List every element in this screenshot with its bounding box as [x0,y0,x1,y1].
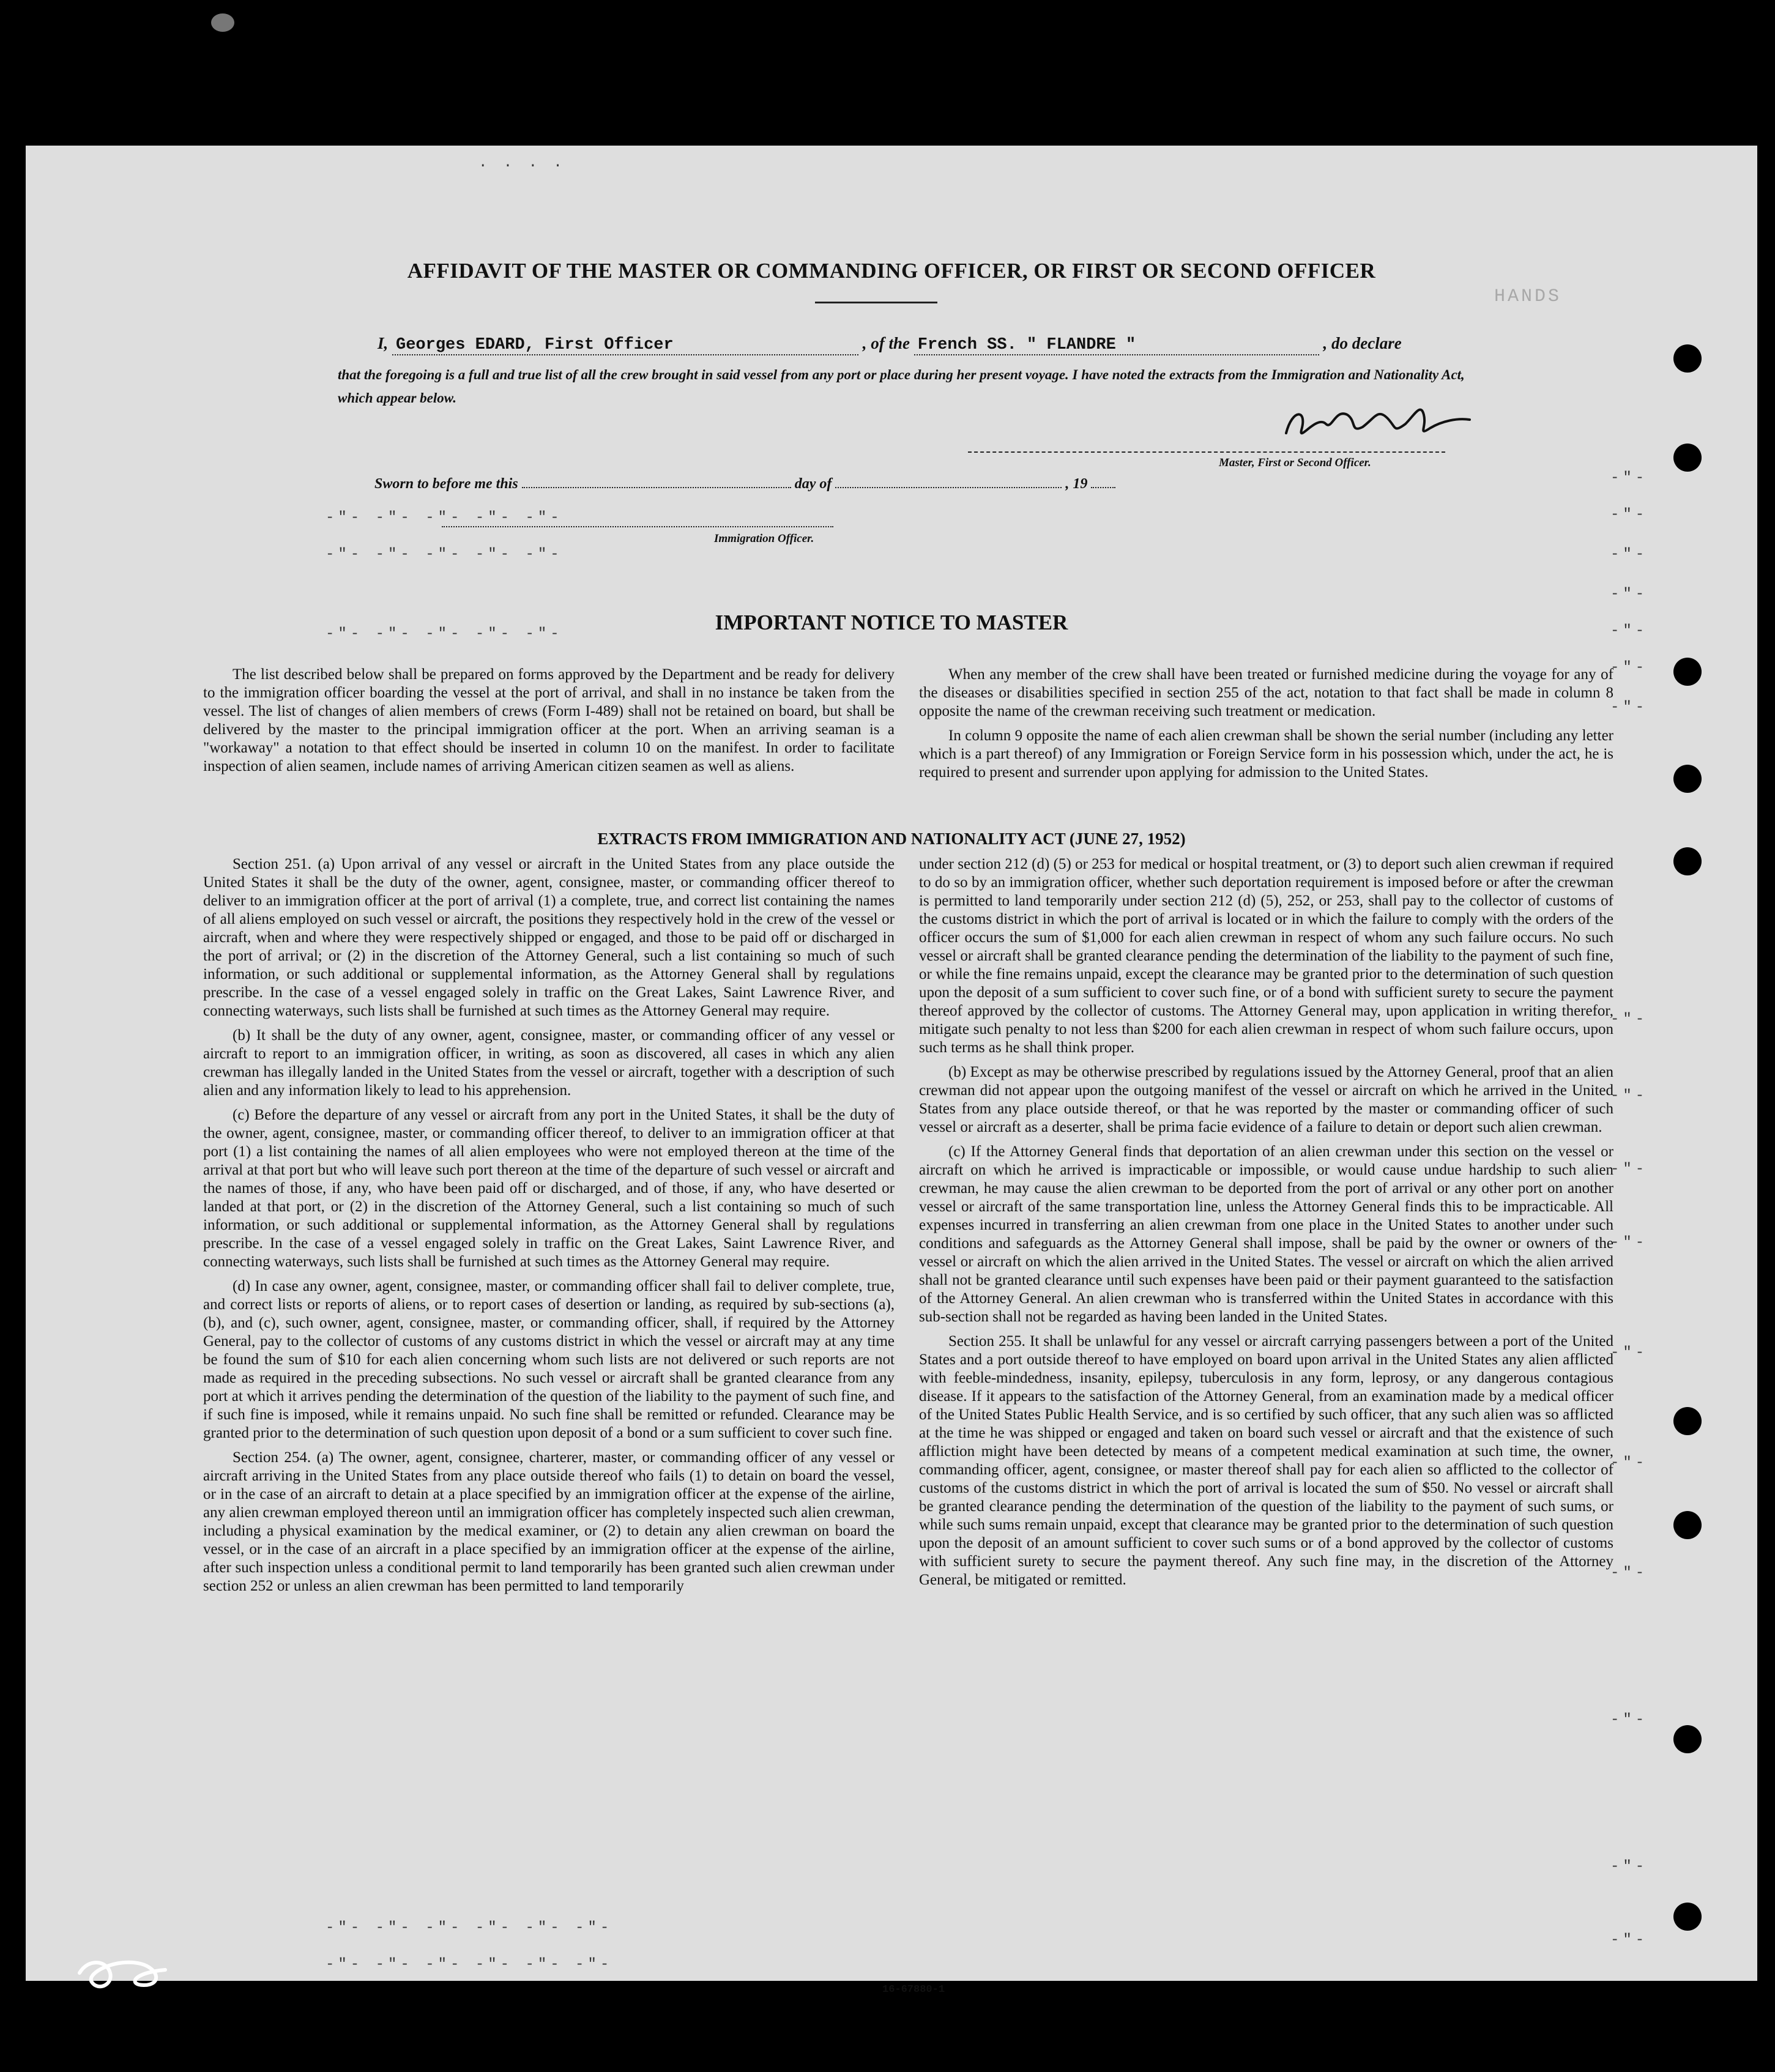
notice-left-column [203,666,895,782]
punch-hole [1673,1511,1702,1539]
notice-right-column [919,666,1613,788]
punch-hole [1673,444,1702,472]
signature-caption: Master, First or Second Officer. [1219,456,1371,469]
section-254a: Section 254. (a) The owner, agent, consignee, charterer, master, or commanding officer of any vessel or aircraft arriving in the United States from any place outside thereof who fails (1) to detain on board the vessel, or in the case of an aircraft to detain at a place specified by an immigration officer at the expense of the airline, any alien crewman employed thereon until an immigration officer has completely inspected such alien crewman, including a physical examination by the medical examiner, or (2) to detain any alien crewman on board the vessel, or in the case of an aircraft in a place specified by an immigration officer at the expense of the airline, after such inspection unless a conditional permit to land temporarily has been granted such alien crewman under section 252 or unless an alien crewman has been permitted to land temporarily [203,1449,895,1594]
section-251c: (c) Before the departure of any vessel or aircraft from any port in the United States, it shall be the duty of the owner, agent, consignee, master, or commanding officer thereof, to deliver to an immigration officer at that port (1) a list containing the names of all alien employees who were not employed thereon at the time of the arrival at that port but who will leave such port thereon at the time of the departure of such vessel or aircraft and the names of those, if any, who have been paid off or discharged, and of those, if any, who have deserted or landed at that port, or (2) in the discretion of the Attorney General, such a list containing so much of such information, or such additional or supplemental information, as the Attorney General shall by regulations prescribe. In the case of a vessel engaged solely in traffic on the Great Lakes, Saint Lawrence River, and connecting waterways, such lists shall be furnished at such times as the Attorney General may require. [203,1107,895,1270]
bleed-through-text: HANDS [1494,286,1562,307]
vessel-name-field[interactable]: French SS. " FLANDRE " [914,336,1319,355]
punch-hole [1673,1903,1702,1931]
immigration-officer-caption: Immigration Officer. [714,532,814,545]
punch-hole [1673,344,1702,373]
extracts-left-column [203,855,895,1602]
sworn-day-field[interactable] [522,487,791,488]
section-255: Section 255. It shall be unlawful for any vessel or aircraft carrying passengers between a port of the United States and a port outside thereof to have employed on board upon arrival in the United States any alien afflicted with feeble-mindedness, insanity, epilepsy, tuberculosis in any form, leprosy, or any dangerous contagious disease. If it appears to the satisfaction of the Attorney General, from an examination made by a medical officer of the United States Public Health Service, and is so certified by such officer, that any such alien was so afflicted at the time he was shipped or engaged and taken on board such vessel or aircraft and that the existence of such affliction might have been detected by means of a competent medical examination at such time, the owner, commanding officer, agent, consignee, or master thereof shall pay for each alien so afflicted to the collector of customs of the customs district in which the port of arrival is located the sum of $50. No vessel or aircraft shall be granted clearance pending the determination of the question of the liability to the payment of such sums, or while such sums remain unpaid, except that clearance may be granted prior to the determination of such question upon the deposit of an amount sufficient to cover such sums or of a bond approved by the collector of customs with sufficient surety to secure the payment thereof. Any such fine may, in the discretion of the Attorney General, be mitigated or remitted. [919,1333,1613,1588]
officer-name-field[interactable]: Georges EDARD, First Officer [392,336,858,355]
line1-prefix: I, [378,334,389,352]
of-the-label: , of the [862,334,910,352]
form-sheet: · · · · HANDS -"- -"- -"- -"- -"- -"- -"- -"- -"- -"- -"- -"- -"- -"- -"- -"- -"- -"- -"- -"- -"- -"- -"- -"- -"- -"- -"- -"- -"- -"- -"- -"- -"- -"- -"- -"- -"- -"- -"- -"- -"- -"- -"- -"- AFFIDAVIT OF THE MASTER OR COMMANDING OFFICER, OR FIRST OR SECOND OFFICER I, Georges EDARD, First Officer , of the French SS. " FLANDRE " , do declare that the foregoing is a full and true list of all the crew brought in said vessel from any port or place during her present voyage. I have noted the extracts from the Immigration and Nationality Act, which appear below. Master, First or Second Officer. Sworn to before me this day of , 19 Immigration Officer. IMPORTANT NOTICE TO MASTER The list described below shall be prepared on forms approved by the Department and be ready for delivery to the immigration officer boarding the vessel at the port of arrival, and shall in no instance be taken from the vessel. The list of changes of alien members of crews (Form I-489) shall not be retained on board, but shall be delivered by the master to the principal immigration officer at the port. When an arriving seaman is a "workaway" a notation to that effect should be inserted in column 10 on the manifest. In order to facilitate inspection of alien seamen, include names of arriving American citizen seamen as well as aliens. When any member of the crew shall have been treated or furnished medicine during the voyage for any of the diseases or disabilities specified in section 255 of the act, notation to that fact shall be made in column 8 opposite the name of the crewman receiving such treatment or medication. In column 9 opposite the name of each alien crewman shall be shown the serial number (including any letter which is a part thereof) of any Immigration or Foreign Service form in his possession which, under the act, he is required to present and surrender upon applying for admission to the United States. EXTRACTS FROM IMMIGRATION AND NATIONALITY ACT (JUNE 27, 1952) Section 251. (a) Upon arrival of any vessel or aircraft in the United States from any place outside the United States it shall be the duty of the owner, agent, consignee, master, or commanding officer thereof to deliver to an immigration officer at the port of arrival (1) a complete, true, and correct list containing the names of all aliens employed on such vessel or aircraft, the positions they respectively hold in the crew of the vessel or aircraft, when and where they were respectively shipped or engaged, and those to be paid off or discharged in the port of arrival; or (2) in the discretion of the Attorney General, such a list containing so much of such information, or such additional or supplemental information, as the Attorney General shall by regulations prescribe. In the case of a vessel engaged solely in traffic on the Great Lakes, Saint Lawrence River, and connecting waterways, such lists shall be furnished at such times as the Attorney General may require. (b) It shall be the duty of any owner, agent, consignee, master, or commanding officer of any vessel or aircraft to report to an immigration officer, in writing, as soon as discovered, all cases in which any alien crewman has illegally landed in the United States from the vessel or aircraft, together with a description of such alien and any information likely to lead to his apprehension. (c) Before the departure of any vessel or aircraft from any port in the United States, it shall be the duty of the owner, agent, consignee, master, or commanding officer thereof, to deliver to an immigration officer at that port (1) a list containing the names of all alien employees who were not employed thereon at the time of the arrival at that port but who will leave such port thereon at the time of the departure of such vessel or aircraft and the names of those, if any, who have been paid off or discharged, and of those, if any, who have deserted or landed at that port, or (2) in the discretion of the Attorney General, such a list containing so much of such information, or such additional or supplemental information, as the Attorney General shall by regulations prescribe. In the case of a vessel engaged solely in traffic on the Great Lakes, Saint Lawrence River, and connecting waterways, such lists shall be furnished at such times as the Attorney General may require. (d) In case any owner, agent, consignee, master, or commanding officer shall fail to deliver complete, true, and correct lists or reports of aliens, or to report cases of desertion or landing, as required by sub-sections (a), (b), and (c), such owner, agent, consignee, master, or commanding officer, shall, if required by the Attorney General, pay to the collector of customs of any customs district in which the vessel or aircraft may at any time be found the sum of $10 for each alien concerning whom such lists are not delivered or such reports are not made as required in the preceding subsections. No such vessel or aircraft shall be granted clearance from any port at which it arrives pending the determination of the question of the liability to the payment of such fine, and if such fine is imposed, while it remains unpaid. No such fine shall be remitted or refunded. Clearance may be granted prior to the determination of such question upon deposit of a bond or a sum sufficient to cover such fine. Section 254. (a) The owner, agent, consignee, charterer, master, or commanding officer of any vessel or aircraft arriving in the United States from any place outside thereof who fails (1) to detain on board the vessel, or in the case of an aircraft to detain at a place specified by an immigration officer at the expense of the airline, any alien crewman employed thereon until an immigration officer has completely inspected such alien crewman, including a physical examination by the medical examiner, or (2) to detain any alien crewman on board the vessel, or in the case of an aircraft in a place specified by an immigration officer at the expense of the airline, after such inspection unless a conditional permit to land temporarily has been granted such alien crewman under section 252 or unless an alien crewman has been permitted to land temporarily under section 212 (d) (5) or 253 for medical or hospital treatment, or (3) to deport such alien crewman if required to do so by an immigration officer, whether such deportation requirement is imposed before or after the crewman is permitted to land temporarily under section 212 (d) (5), 252, or 253, shall pay to the collector of customs of the customs district in which the port of arrival is located or in which the failure to comply with the orders of the officer occurs the sum of $1,000 for each alien crewman in respect of whom any such failure occurs. No such vessel or aircraft shall be granted clearance pending the determination of the liability to the payment of such fine, or while the fine remains unpaid, except the clearance may be granted prior to the determination of such question upon the deposit of a sum sufficient to cover such fine, or of a bond with sufficient surety to secure the payment thereof approved by the collector of customs. The Attorney General may, upon application in writing therefor, mitigate such penalty to not less than $200 for each alien crewman in respect of whom such failure occurs, upon such terms as he shall think proper. (b) Except as may be otherwise prescribed by regulations issued by the Attorney General, proof that an alien crewman did not appear upon the outgoing manifest of the vessel or aircraft on which he arrived in the United States from any place outside thereof, or that he was reported by the master or commanding officer of such vessel or aircraft as a deserter, shall be prima facie evidence of a failure to detain or deport such alien crewman. (c) If the Attorney General finds that deportation of an alien crewman under this section on the vessel or aircraft on which he arrived is impracticable or impossible, or would cause undue hardship to such alien crewman, he may cause the alien crewman to be deported from the port of arrival or any other port on another vessel or aircraft of the same transportation line, unless the Attorney General finds this to be impracticable. All expenses incurred in transferring an alien crewman from one place in the United States to another under such conditions and safeguards as the Attorney General shall impose, shall be paid by the owner or owners of the vessel or aircraft on which the alien arrived in the United States. The vessel or aircraft on which the alien arrived shall not be granted clearance until such expenses have been paid or their payment guaranteed to the satisfaction of the Attorney General. An alien crewman who is transferred within the United States in accordance with this sub-section shall not be regarded as having been landed in the United States. Section 255. It shall be unlawful for any vessel or aircraft carrying passengers between a port of the United States and a port outside thereof to have employed on board upon arrival in the United States any alien afflicted with feeble-mindedness, insanity, epilepsy, tuberculosis in any form, leprosy, or any dangerous contagious disease. If it appears to the satisfaction of the Attorney General, from an examination made by a medical officer of the United States Public Health Service, and is so certified by such officer, that any such alien was so afflicted at the time he was shipped or engaged and taken on board such vessel or aircraft and that the existence of such affliction might have been detected by means of a competent medical examination at such time, the owner, commanding officer, agent, consignee, or master thereof shall pay for each alien so afflicted to the collector of customs of the customs district in which the port of arrival is located the sum of $50. No vessel or aircraft shall be granted clearance pending the determination of the question of the liability to the payment of such sums, or while such sums remain unpaid, except that clearance may be granted prior to the determination of such question upon the deposit of an amount sufficient to cover such sums or of a bond approved by the collector of customs with sufficient surety to secure the payment thereof. Any such fine may, in the discretion of the Attorney General, be mitigated or remitted. 16-67880-1 [26,146,1757,1981]
do-declare-label: , do declare [1323,334,1402,352]
title-rule [815,302,937,303]
punch-hole [1673,1407,1702,1435]
extracts-title: EXTRACTS FROM IMMIGRATION AND NATIONALITY ACT (JUNE 27, 1952) [597,830,1186,848]
form-number: 16-67880-1 [882,1984,945,1996]
bleed-through-marks: · · · · [478,158,566,174]
notice-right-text-1: When any member of the crew shall have been treated or furnished medicine during the voyage for any of the diseases or disabilities specified in section 255 of the act, notation to that fact shall be made in column 8 opposite the name of the crewman receiving such treatment or medication. [919,666,1613,719]
sworn-label: Sworn to before me this [374,476,518,492]
section-251d: (d) In case any owner, agent, consignee, master, or commanding officer shall fail to deliver complete, true, and correct lists or reports of aliens, or to report cases of desertion or landing, as required by sub-sections (a), (b), and (c), such owner, agent, consignee, master, or commanding officer, shall, if required by the Attorney General, pay to the collector of customs of any customs district in which the vessel or aircraft may at any time be found the sum of $10 for each alien concerning whom such lists are not delivered or such reports are not made as required in the preceding subsections. No such vessel or aircraft shall be granted clearance from any port at which it arrives pending the determination of the question of the liability to the payment of such fine, and if such fine is imposed, while it remains unpaid. No such fine shall be remitted or refunded. Clearance may be granted prior to the determination of such question upon deposit of a bond or a sum sufficient to cover such fine. [203,1278,895,1441]
section-254a-continued: under section 212 (d) (5) or 253 for medical or hospital treatment, or (3) to deport such alien crewman if required to do so by an immigration officer, whether such deportation requirement is imposed before or after the crewman is permitted to land temporarily under section 212 (d) (5), 252, or 253, shall pay to the collector of customs of the customs district in which the port of arrival is located or in which the failure to comply with the orders of the officer occurs the sum of $1,000 for each alien crewman in respect of whom any such failure occurs. No such vessel or aircraft shall be granted clearance pending the determination of the liability to the payment of such fine, or while the fine remains unpaid, except the clearance may be granted prior to the determination of such question upon the deposit of a sum sufficient to cover such fine, or of a bond with sufficient surety to secure the payment thereof approved by the collector of customs. The Attorney General may, upon application in writing therefor, mitigate such penalty to not less than $200 for each alien crewman in respect of whom such failure occurs, upon such terms as he shall think proper. [919,856,1613,1056]
extracts-right-column [919,855,1613,1595]
section-254b: (b) Except as may be otherwise prescribed by regulations issued by the Attorney General, proof that an alien crewman did not appear upon the outgoing manifest of the vessel or aircraft on which he arrived in the United States from any place outside thereof, or that he was reported by the master or commanding officer of such vessel or aircraft as a deserter, shall be prima facie evidence of a failure to detain or deport such alien crewman. [919,1064,1613,1135]
section-254c: (c) If the Attorney General finds that deportation of an alien crewman under this section on the vessel or aircraft on which he arrived is impracticable or impossible, or would cause undue hardship to such alien crewman, he may cause the alien crewman to be deported from the port of arrival or any other port on another vessel or aircraft of the same transportation line, unless the Attorney General finds this to be impracticable. All expenses incurred in transferring an alien crewman from one place in the United States to another under such conditions and safeguards as the Attorney General shall impose, shall be paid by the owner or owners of the vessel or aircraft on which the alien arrived in the United States. The vessel or aircraft on which the alien arrived shall not be granted clearance until such expenses have been paid or their payment guaranteed to the satisfaction of the Attorney General. An alien crewman who is transferred within the United States in accordance with this sub-section shall not be regarded as having been landed in the United States. [919,1143,1613,1325]
sworn-line [374,476,1115,492]
sworn-year-field[interactable] [1091,487,1115,488]
year-prefix: , 19 [1065,476,1088,492]
punch-hole [1673,847,1702,875]
notice-left-text: The list described below shall be prepared on forms approved by the Department and be ready for delivery to the immigration officer boarding the vessel at the port of arrival, and shall in no instance be taken from the vessel. The list of changes of alien members of crews (Form I-489) shall not be retained on board, but shall be delivered by the master to the principal immigration officer at the port. When an arriving seaman is a "workaway" a notation to that effect should be inserted in column 10 on the manifest. In order to facilitate inspection of alien seamen, include names of arriving American citizen seamen as well as aliens. [203,666,895,774]
notice-title: IMPORTANT NOTICE TO MASTER [715,611,1068,634]
section-251a: Section 251. (a) Upon arrival of any vessel or aircraft in the United States from any place outside the United States it shall be the duty of the owner, agent, consignee, master, or commanding officer thereof to deliver to an immigration officer at the port of arrival (1) a complete, true, and correct list containing the names of all aliens employed on such vessel or aircraft, the positions they respectively hold in the crew of the vessel or aircraft, when and where they were respectively shipped or engaged, and those to be paid off or discharged in the port of arrival; or (2) in the discretion of the Attorney General, such a list containing so much of such information, or such additional or supplemental information, as the Attorney General shall by regulations prescribe. In the case of a vessel engaged solely in traffic on the Great Lakes, Saint Lawrence River, and connecting waterways, such lists shall be furnished at such times as the Attorney General may require. [203,856,895,1019]
section-251b: (b) It shall be the duty of any owner, agent, consignee, master, or commanding officer of any vessel or aircraft to report to an immigration officer, in writing, as soon as discovered, all cases in which any alien crewman has illegally landed in the United States from the vessel or aircraft, together with a description of such alien and any information likely to lead to his apprehension. [203,1027,895,1099]
sworn-month-field[interactable] [835,487,1062,488]
declaration-text: that the foregoing is a full and true list of all the crew brought in said vessel from any port or place during her present voyage. I have noted the extracts from the Immigration and Nationality Act, which appear below. [338,367,1465,406]
notice-right-text-2: In column 9 opposite the name of each alien crewman shall be shown the serial number (including any letter which is a part thereof) of any Immigration or Foreign Service form in his possession which, under the act, he is required to present and surrender upon applying for admission to the United States. [919,727,1613,781]
immigration-officer-line[interactable] [442,526,833,527]
ink-blot [211,13,234,32]
punch-hole [1673,658,1702,686]
margin-scrawl [73,1951,171,1994]
affidavit-title: AFFIDAVIT OF THE MASTER OR COMMANDING OFFICER, OR FIRST OR SECOND OFFICER [407,259,1376,283]
punch-hole [1673,1725,1702,1753]
officer-signature [1274,390,1476,451]
signature-line [968,451,1445,453]
punch-hole [1673,765,1702,793]
day-of-label: day of [794,476,832,492]
declaration-line [378,334,1402,355]
